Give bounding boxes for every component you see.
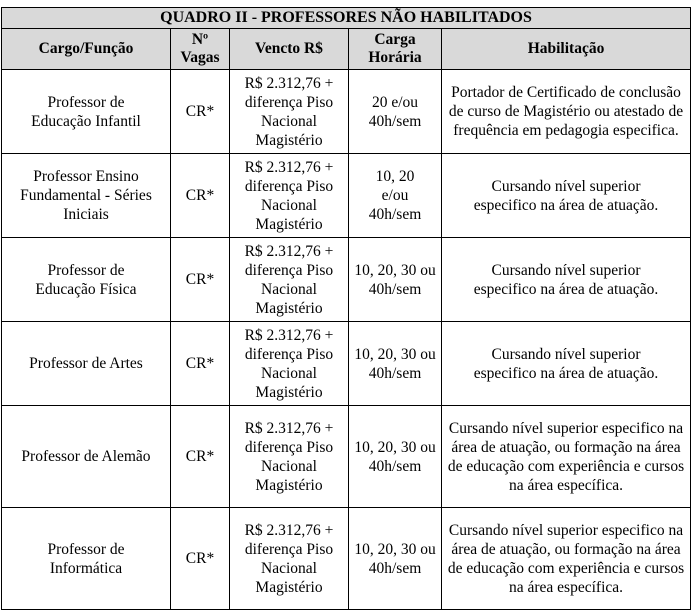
table-title: QUADRO II - PROFESSORES NÃO HABILITADOS <box>2 8 691 29</box>
cell-vagas: CR* <box>171 70 230 154</box>
cell-vagas: CR* <box>171 406 230 508</box>
cell-cargo: Professor de Educação Física <box>2 238 171 322</box>
cell-habilitacao: Cursando nível superior especifico na área de atuação. <box>442 238 691 322</box>
table-row <box>2 508 691 610</box>
table-row <box>2 322 691 406</box>
table-row <box>2 238 691 322</box>
cell-vencto: R$ 2.312,76 + diferença Piso Nacional Magistério <box>230 70 349 154</box>
cell-vencto: R$ 2.312,76 + diferença Piso Nacional Magistério <box>230 406 349 508</box>
cell-habilitacao: Cursando nível superior especifico na área de atuação, ou formação na área de educação com experiência e cursos na área específica. <box>442 508 691 610</box>
table-row <box>2 154 691 238</box>
table-row <box>2 70 691 154</box>
header-vencto <box>230 29 349 70</box>
cell-cargo: Professor de Educação Infantil <box>2 70 171 154</box>
cell-habilitacao: Cursando nível superior especifico na área de atuação, ou formação na área de educação com experiência e cursos na área específica. <box>442 406 691 508</box>
cell-carga: 10, 20, 30 ou 40h/sem <box>349 322 442 406</box>
cell-cargo: Professor Ensino Fundamental - Séries Iniciais <box>2 154 171 238</box>
table-row <box>2 406 691 508</box>
header-habilitacao-label: Habilitação <box>527 40 605 57</box>
cell-vencto: R$ 2.312,76 + diferença Piso Nacional Magistério <box>230 322 349 406</box>
header-vencto-label: Vencto R$ <box>255 40 323 57</box>
header-habilitacao <box>442 29 691 70</box>
header-carga-label: Carga Horária <box>368 31 422 66</box>
table-header-row <box>2 29 691 70</box>
header-vagas <box>171 29 230 70</box>
table-title-row <box>2 8 691 29</box>
cell-habilitacao: Portador de Certificado de conclusão de curso de Magistério ou atestado de frequência em pedagogia especifica. <box>442 70 691 154</box>
cell-habilitacao: Cursando nível superior especifico na área de atuação. <box>442 154 691 238</box>
cell-vencto: R$ 2.312,76 + diferença Piso Nacional Magistério <box>230 508 349 610</box>
header-vagas-label: Nº Vagas <box>180 31 220 66</box>
header-carga <box>349 29 442 70</box>
cell-carga: 10, 20 e/ou 40h/sem <box>349 154 442 238</box>
cell-vagas: CR* <box>171 508 230 610</box>
cell-vagas: CR* <box>171 322 230 406</box>
cell-cargo: Professor de Artes <box>2 322 171 406</box>
cell-habilitacao: Cursando nível superior especifico na área de atuação. <box>442 322 691 406</box>
cell-carga: 10, 20, 30 ou 40h/sem <box>349 508 442 610</box>
cell-carga: 10, 20, 30 ou 40h/sem <box>349 406 442 508</box>
cell-cargo: Professor de Alemão <box>2 406 171 508</box>
cell-carga: 10, 20, 30 ou 40h/sem <box>349 238 442 322</box>
cell-vencto: R$ 2.312,76 + diferença Piso Nacional Magistério <box>230 238 349 322</box>
cell-cargo: Professor de Informática <box>2 508 171 610</box>
header-cargo-label: Cargo/Função <box>38 40 134 57</box>
cell-vencto: R$ 2.312,76 + diferença Piso Nacional Magistério <box>230 154 349 238</box>
cell-vagas: CR* <box>171 238 230 322</box>
cell-carga: 20 e/ou 40h/sem <box>349 70 442 154</box>
cell-vagas: CR* <box>171 154 230 238</box>
professores-table <box>1 7 691 610</box>
header-cargo <box>2 29 171 70</box>
